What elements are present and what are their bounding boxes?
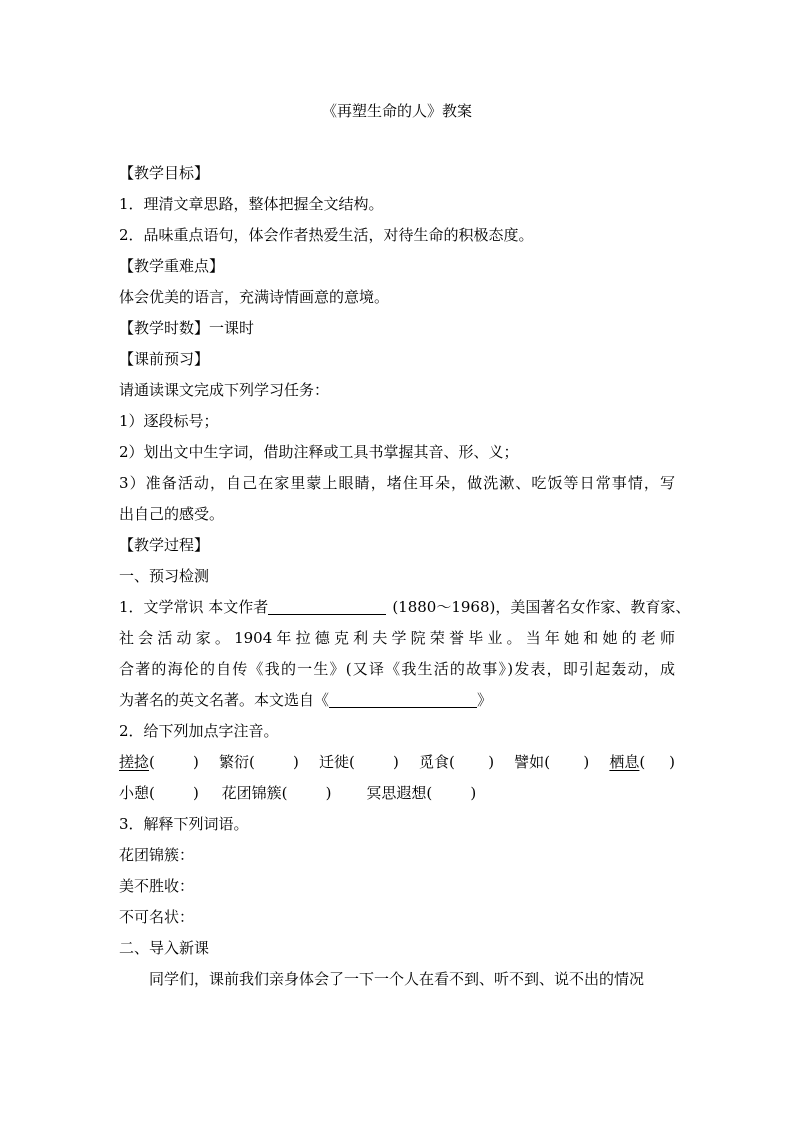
question-1-text-b: (1880～1968)，美国著名女作家、教育家、 [392,598,691,616]
pinyin-item [119,747,199,778]
pinyin-word: 迁徙 [318,753,349,771]
section-heading-process: 【教学过程】 [119,536,210,554]
preview-task-3-line2: 出自己的感受。 [119,505,225,523]
pinyin-answer-slot[interactable]: ( ) [249,753,299,771]
pinyin-item [366,778,476,809]
section-heading-goals: 【教学目标】 [119,164,210,182]
pinyin-answer-slot[interactable]: ( ) [348,753,399,771]
section-heading-hours: 【教学时数】一课时 [119,319,255,337]
pinyin-item [119,778,199,809]
pinyin-item [514,747,589,778]
question-3: 3．解释下列词语。 [119,815,249,833]
pinyin-item [319,747,399,778]
question-1-line1 [119,592,691,623]
source-blank[interactable] [329,690,477,708]
question-1-line4 [119,685,675,716]
pinyin-word: 小憩 [119,784,150,802]
pinyin-item [609,747,675,778]
document-page [119,96,691,995]
section-heading-preview: 【课前预习】 [119,350,210,368]
subsection-introduction: 二、导入新课 [119,939,210,957]
pinyin-word: 觅食 [418,753,449,771]
question-1-text-a: 1．文学常识 本文作者 [119,598,269,616]
pinyin-item [222,778,332,809]
pinyin-item [419,747,494,778]
pinyin-word: 譬如 [514,753,545,771]
word-definition-1: 花团锦簇： [119,846,195,864]
question-1-line2: 社会活动家。1904年拉德克利夫学院荣誉毕业。当年她和她的老师 [119,629,675,647]
pinyin-word: 搓捻 [119,753,150,771]
pinyin-answer-slot[interactable]: ( ) [544,753,590,771]
question-1-text-c: 为著名的英文名著。本文选自《 [119,691,330,709]
pinyin-answer-slot[interactable]: ( ) [281,784,332,802]
page-title: 《再塑生命的人》教案 [321,102,472,120]
pinyin-item [219,747,299,778]
word-definition-2: 美不胜收： [119,877,195,895]
section-heading-key-points: 【教学重难点】 [119,257,225,275]
goal-item-1: 1．理清文章思路，整体把握全文结构。 [119,195,384,213]
pinyin-answer-slot[interactable]: ( ) [448,753,495,771]
introduction-paragraph: 同学们，课前我们亲身体会了一下一个人在看不到、听不到、说不出的情况 [149,970,645,988]
pinyin-row-2 [119,778,675,809]
pinyin-answer-slot[interactable]: ( ) [426,784,477,802]
subsection-preview-check: 一、预习检测 [119,567,210,585]
pinyin-answer-slot[interactable]: ( ) [149,784,199,802]
goal-item-2: 2．品味重点语句，体会作者热爱生活，对待生命的积极态度。 [119,226,534,244]
pinyin-word: 栖息 [609,753,640,771]
preview-intro: 请通读课文完成下列学习任务： [119,381,330,399]
word-definition-3: 不可名状： [119,908,195,926]
question-1-text-d: 》 [477,691,493,709]
pinyin-answer-slot[interactable]: ( ) [639,753,675,771]
author-blank[interactable] [268,597,386,615]
key-point-text: 体会优美的语言，充满诗情画意的意境。 [119,288,390,306]
preview-task-1: 1）逐段标号； [119,412,219,430]
pinyin-row-1 [119,747,675,778]
question-1-line3: 合著的海伦的自传《我的一生》(又译《我生活的故事》)发表，即引起轰动，成 [119,660,675,678]
preview-task-2: 2）划出文中生字词，借助注释或工具书掌握其音、形、义； [119,443,519,461]
question-2: 2．给下列加点字注音。 [119,722,279,740]
preview-task-3-line1: 3）准备活动，自己在家里蒙上眼睛，堵住耳朵，做洗漱、吃饭等日常事情，写 [119,474,675,492]
pinyin-answer-slot[interactable]: ( ) [149,753,199,771]
pinyin-word: 花团锦簇 [221,784,282,802]
pinyin-word: 繁衍 [218,753,249,771]
pinyin-word: 冥思遐想 [366,784,427,802]
